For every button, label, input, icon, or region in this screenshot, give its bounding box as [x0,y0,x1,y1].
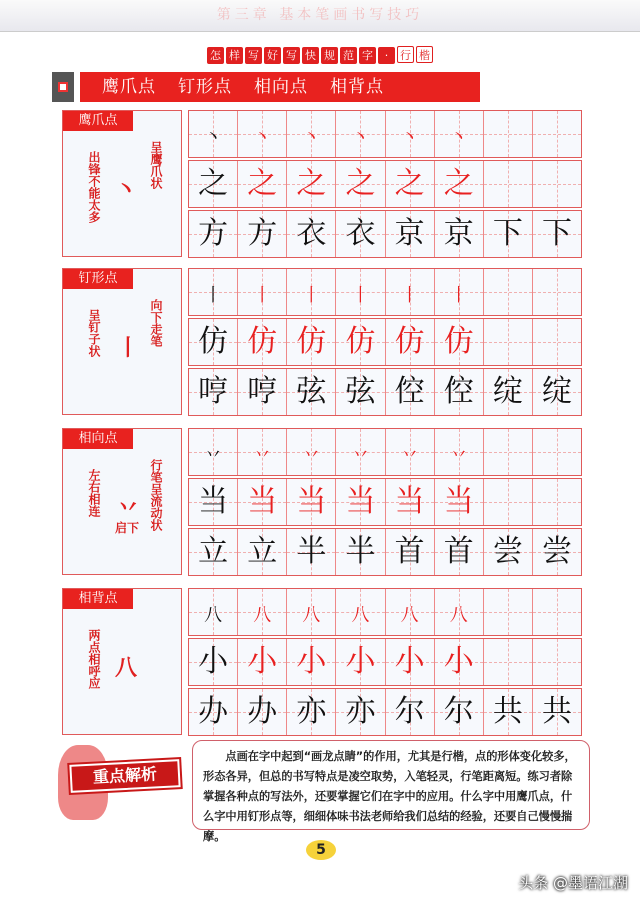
practice-char: 之 [296,166,327,201]
grid-cell [484,111,533,157]
grid-cell [386,161,435,207]
grid-cell [287,319,336,365]
practice-char: 丶 [253,127,272,148]
grid-cell [435,689,484,735]
note-mid: 启下 [115,521,140,535]
practice-char: 丶 [400,127,419,148]
stroke-panel-1 [62,268,182,415]
grid-cell [386,529,435,575]
grid-cell [386,639,435,685]
practice-char: 丨 [253,285,272,306]
grid-cell [238,479,287,525]
grid-row [188,638,582,686]
grid-cell [287,269,336,315]
grid-cell [386,111,435,157]
grid-cell [435,111,484,157]
grid-cell [484,319,533,365]
practice-char: 哼 [198,374,229,409]
grid-cell [386,269,435,315]
grid-cell [189,589,238,635]
series-title [0,44,640,64]
practice-char: 京 [443,216,474,251]
practice-grid-2 [188,428,582,578]
grid-cell [533,589,581,635]
grid-cell [435,269,484,315]
practice-char: 之 [345,166,376,201]
practice-char: 尔 [443,694,474,729]
grid-cell [533,429,581,475]
practice-char: 丷 [351,445,370,466]
grid-row [188,428,582,476]
grid-cell [238,269,287,315]
grid-cell [238,319,287,365]
practice-char: 尝 [492,534,523,569]
title-item: 相向点 [254,77,308,97]
practice-char: 丨 [400,285,419,306]
practice-char: 哼 [247,374,278,409]
grid-row [188,268,582,316]
practice-char: 绽 [541,374,572,409]
practice-char: 首 [443,534,474,569]
grid-cell [238,161,287,207]
grid-cell [386,369,435,415]
grid-cell [533,269,581,315]
series-char: 怎 [207,47,224,64]
grid-cell [336,211,385,257]
practice-char: 仿 [394,324,425,359]
grid-cell [533,479,581,525]
grid-cell [189,269,238,315]
practice-char: 仿 [443,324,474,359]
grid-cell [435,211,484,257]
grid-row [188,368,582,416]
grid-cell [287,589,336,635]
grid-cell [484,689,533,735]
grid-cell [484,429,533,475]
practice-char: 小 [198,644,229,679]
note-left: 出锋不能太多 [87,151,101,223]
practice-char: 丷 [204,445,223,466]
grid-cell [238,369,287,415]
practice-char: 共 [541,694,572,729]
practice-char: 小 [394,644,425,679]
grid-cell [336,269,385,315]
grid-cell [238,111,287,157]
grid-cell [533,689,581,735]
grid-row [188,110,582,158]
series-char: 行 [397,46,414,63]
practice-char: 仿 [345,324,376,359]
grid-cell [287,429,336,475]
stroke-panel-0 [62,110,182,257]
practice-char: 方 [247,216,278,251]
practice-grid-0 [188,110,582,260]
grid-cell [287,211,336,257]
grid-cell [238,589,287,635]
grid-cell [435,529,484,575]
practice-char: 尔 [394,694,425,729]
practice-char: 共 [492,694,523,729]
series-char: 写 [283,47,300,64]
grid-row [188,528,582,576]
series-char: 字 [359,47,376,64]
grid-cell [189,369,238,415]
grid-cell [484,639,533,685]
practice-char: 弦 [345,374,376,409]
grid-cell [533,161,581,207]
practice-char: 尝 [541,534,572,569]
grid-cell [435,479,484,525]
top-band [0,0,640,32]
grid-cell [287,529,336,575]
panel-label: 相向点 [63,429,133,449]
grid-cell [189,161,238,207]
page-number: 5 [306,840,336,860]
grid-cell [238,639,287,685]
practice-char: 丷 [400,445,419,466]
practice-char: 亦 [345,694,376,729]
faint-chapter-title: 第三章 基本笔画书写技巧 [216,7,424,23]
practice-char: 当 [345,484,376,519]
grid-cell [287,639,336,685]
stroke-example-icon: 丷 [117,496,140,521]
note-left: 左右相连 [87,469,101,517]
grid-cell [386,319,435,365]
key-analysis-sign: 重点解析 [69,759,180,793]
grid-cell [484,369,533,415]
grid-cell [435,369,484,415]
grid-row [188,318,582,366]
grid-cell [189,111,238,157]
title-item: 鹰爪点 [102,77,156,97]
note-left: 两点相呼应 [87,629,101,689]
practice-char: 丶 [302,127,321,148]
practice-char: 当 [443,484,474,519]
grid-cell [386,479,435,525]
grid-cell [386,429,435,475]
practice-char: 丨 [302,285,321,306]
series-char: 范 [340,47,357,64]
practice-char: 丨 [449,285,468,306]
practice-char: 之 [198,166,229,201]
practice-char: 之 [443,166,474,201]
practice-char: 立 [247,534,278,569]
grid-cell [336,369,385,415]
practice-char: 丶 [204,127,223,148]
stroke-example-icon: 丶 [115,178,138,203]
series-char: 好 [264,47,281,64]
practice-char: 小 [247,644,278,679]
grid-cell [238,211,287,257]
grid-row [188,478,582,526]
grid-cell [287,161,336,207]
stroke-example-icon: 丨 [117,336,140,361]
grid-row [188,588,582,636]
practice-char: 八 [302,605,321,626]
practice-char: 方 [198,216,229,251]
grid-cell [484,529,533,575]
stroke-panel-2 [62,428,182,575]
practice-char: 下 [492,216,523,251]
practice-char: 首 [394,534,425,569]
practice-char: 当 [198,484,229,519]
practice-char: 办 [198,694,229,729]
practice-char: 八 [204,605,223,626]
grid-cell [336,161,385,207]
grid-cell [533,639,581,685]
practice-char: 半 [296,534,327,569]
panel-label: 钉形点 [63,269,133,289]
grid-cell [189,319,238,365]
grid-cell [189,689,238,735]
grid-cell [189,639,238,685]
grid-cell [189,211,238,257]
grid-row [188,688,582,736]
practice-char: 八 [253,605,272,626]
practice-char: 当 [296,484,327,519]
title-item: 相背点 [330,77,384,97]
grid-cell [238,529,287,575]
practice-char: 立 [198,534,229,569]
note-right: 向下走笔 [149,299,163,347]
practice-char: 丷 [449,445,468,466]
panel-label: 相背点 [63,589,133,609]
grid-cell [533,529,581,575]
practice-char: 仿 [296,324,327,359]
grid-cell [336,479,385,525]
practice-char: 京 [394,216,425,251]
series-char: 快 [302,47,319,64]
series-char: · [378,47,395,64]
grid-row [188,160,582,208]
practice-char: 之 [247,166,278,201]
grid-cell [533,319,581,365]
grid-cell [287,479,336,525]
grid-cell [336,589,385,635]
grid-cell [435,429,484,475]
practice-char: 丶 [449,127,468,148]
practice-char: 仿 [247,324,278,359]
practice-char: 弦 [296,374,327,409]
practice-char: 倥 [443,374,474,409]
series-char: 楷 [416,46,433,63]
grid-cell [336,689,385,735]
grid-cell [189,429,238,475]
practice-grid-1 [188,268,582,418]
grid-cell [484,161,533,207]
grid-cell [435,319,484,365]
grid-cell [336,319,385,365]
panel-label: 鹰爪点 [63,111,133,131]
practice-char: 衣 [345,216,376,251]
grid-cell [484,211,533,257]
practice-char: 半 [345,534,376,569]
title-item: 钉形点 [178,77,232,97]
grid-cell [533,369,581,415]
grid-cell [435,161,484,207]
stroke-panel-3 [62,588,182,735]
practice-char: 倥 [394,374,425,409]
practice-char: 丨 [204,285,223,306]
topic-title-bar [80,72,480,102]
practice-char: 亦 [296,694,327,729]
practice-char: 小 [443,644,474,679]
practice-char: 当 [394,484,425,519]
grid-cell [336,639,385,685]
practice-char: 丨 [351,285,370,306]
note-left: 呈钉子状 [87,309,101,357]
stroke-example-icon: 八 [115,656,138,681]
grid-cell [336,111,385,157]
note-right: 呈鹰爪状 [149,141,163,189]
practice-char: 八 [449,605,468,626]
grid-cell [238,429,287,475]
practice-char: 丶 [351,127,370,148]
grid-cell [533,111,581,157]
grid-row [188,210,582,258]
series-char: 写 [245,47,262,64]
practice-char: 下 [541,216,572,251]
practice-char: 小 [345,644,376,679]
analysis-text: 点画在字中起到“画龙点睛”的作用，尤其是行楷，点的形体变化较多，形态各异，但总的书写特点是凌空取势，入笔轻灵，行笔距离短。练习者除掌握各种点的写法外，还要掌握它们在字中的应用。什么字中用鹰爪点，什么字中用钉形点等，细细体味书法老师给我们总结的经验，还要自己慢慢揣摩。 [192,740,590,830]
grid-cell [336,529,385,575]
series-char: 样 [226,47,243,64]
grid-cell [484,589,533,635]
grid-cell [484,269,533,315]
practice-char: 绽 [492,374,523,409]
grid-cell [435,639,484,685]
grid-cell [287,111,336,157]
practice-char: 小 [296,644,327,679]
note-right: 行笔呈流动状 [149,459,163,531]
grid-cell [484,479,533,525]
practice-char: 办 [247,694,278,729]
grid-cell [287,369,336,415]
series-char: 规 [321,47,338,64]
grid-cell [336,429,385,475]
practice-char: 丷 [253,445,272,466]
practice-grid-3 [188,588,582,738]
grid-cell [386,211,435,257]
grid-cell [287,689,336,735]
practice-char: 之 [394,166,425,201]
grid-cell [386,689,435,735]
practice-char: 仿 [198,324,229,359]
practice-char: 八 [400,605,419,626]
grid-cell [435,589,484,635]
section-marker-icon [52,72,74,102]
practice-char: 丷 [302,445,321,466]
grid-cell [238,689,287,735]
watermark: 头条 @墨语江湖 [518,874,628,892]
practice-char: 衣 [296,216,327,251]
practice-char: 当 [247,484,278,519]
practice-char: 八 [351,605,370,626]
grid-cell [386,589,435,635]
grid-cell [189,479,238,525]
grid-cell [533,211,581,257]
grid-cell [189,529,238,575]
